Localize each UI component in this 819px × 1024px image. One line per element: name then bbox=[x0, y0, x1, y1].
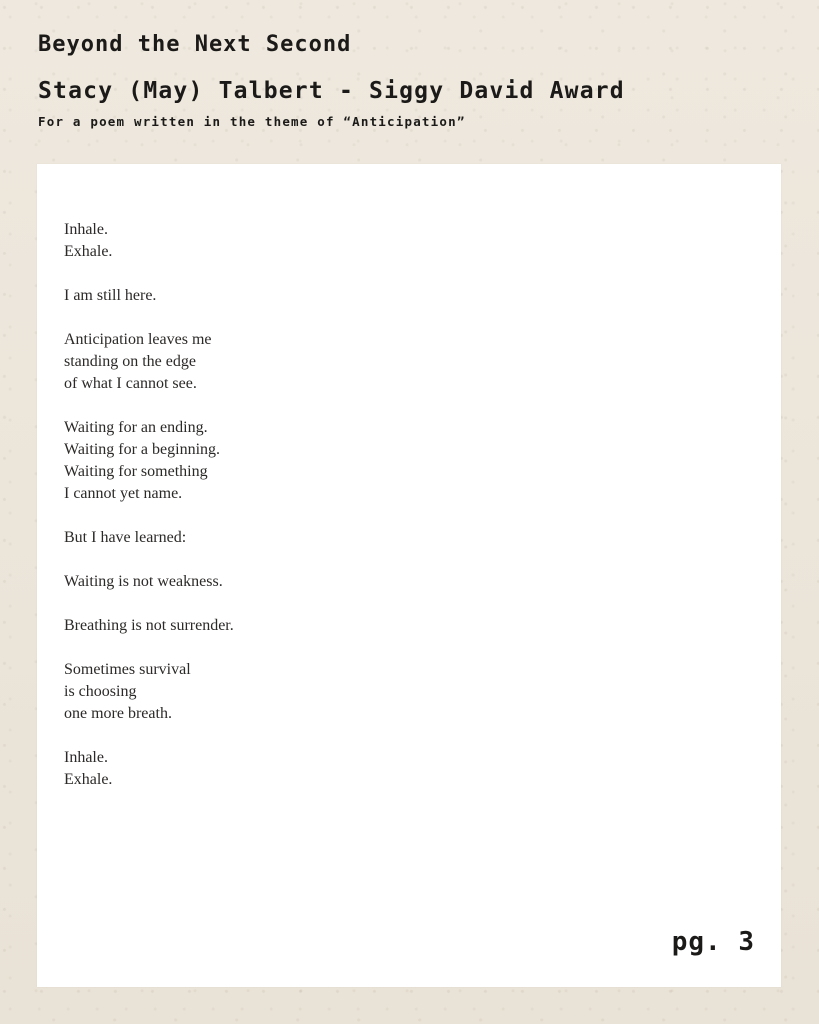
poem-line: of what I cannot see. bbox=[64, 375, 197, 392]
poem-line: Exhale. bbox=[64, 771, 113, 788]
stanza bbox=[64, 219, 564, 263]
poem-line: Waiting for a beginning. bbox=[64, 441, 221, 458]
author-award-line: Stacy (May) Talbert - Siggy David Award bbox=[38, 78, 625, 104]
document-header bbox=[38, 30, 798, 131]
poem-line: Inhale. bbox=[64, 221, 108, 238]
stanza bbox=[64, 285, 564, 307]
poem-line: Anticipation leaves me bbox=[64, 331, 212, 348]
poem-line: Inhale. bbox=[64, 749, 108, 766]
stanza bbox=[64, 329, 564, 395]
poem-line: I cannot yet name. bbox=[64, 485, 183, 502]
poem-line: I am still here. bbox=[64, 287, 157, 304]
stanza bbox=[64, 571, 564, 593]
poem-line: Waiting is not weakness. bbox=[64, 573, 223, 590]
poem-page bbox=[37, 164, 781, 987]
poem-line: standing on the edge bbox=[64, 353, 196, 370]
stanza bbox=[64, 615, 564, 637]
poem-title: Beyond the Next Second bbox=[38, 32, 352, 57]
poem-line: Waiting for an ending. bbox=[64, 419, 208, 436]
poem-line: Exhale. bbox=[64, 243, 113, 260]
stanza bbox=[64, 417, 564, 505]
stanza bbox=[64, 527, 564, 549]
poem-line: Breathing is not surrender. bbox=[64, 617, 234, 634]
poem-line: one more breath. bbox=[64, 705, 172, 722]
poem-line: But I have learned: bbox=[64, 529, 187, 546]
page-number: pg. 3 bbox=[671, 927, 755, 957]
poem-body bbox=[64, 219, 564, 813]
stanza bbox=[64, 659, 564, 725]
stanza bbox=[64, 747, 564, 791]
poem-line: Waiting for something bbox=[64, 463, 208, 480]
theme-subtitle: For a poem written in the theme of “Anticipation” bbox=[38, 114, 466, 129]
poem-line: Sometimes survival bbox=[64, 661, 191, 678]
poem-line: is choosing bbox=[64, 683, 137, 700]
